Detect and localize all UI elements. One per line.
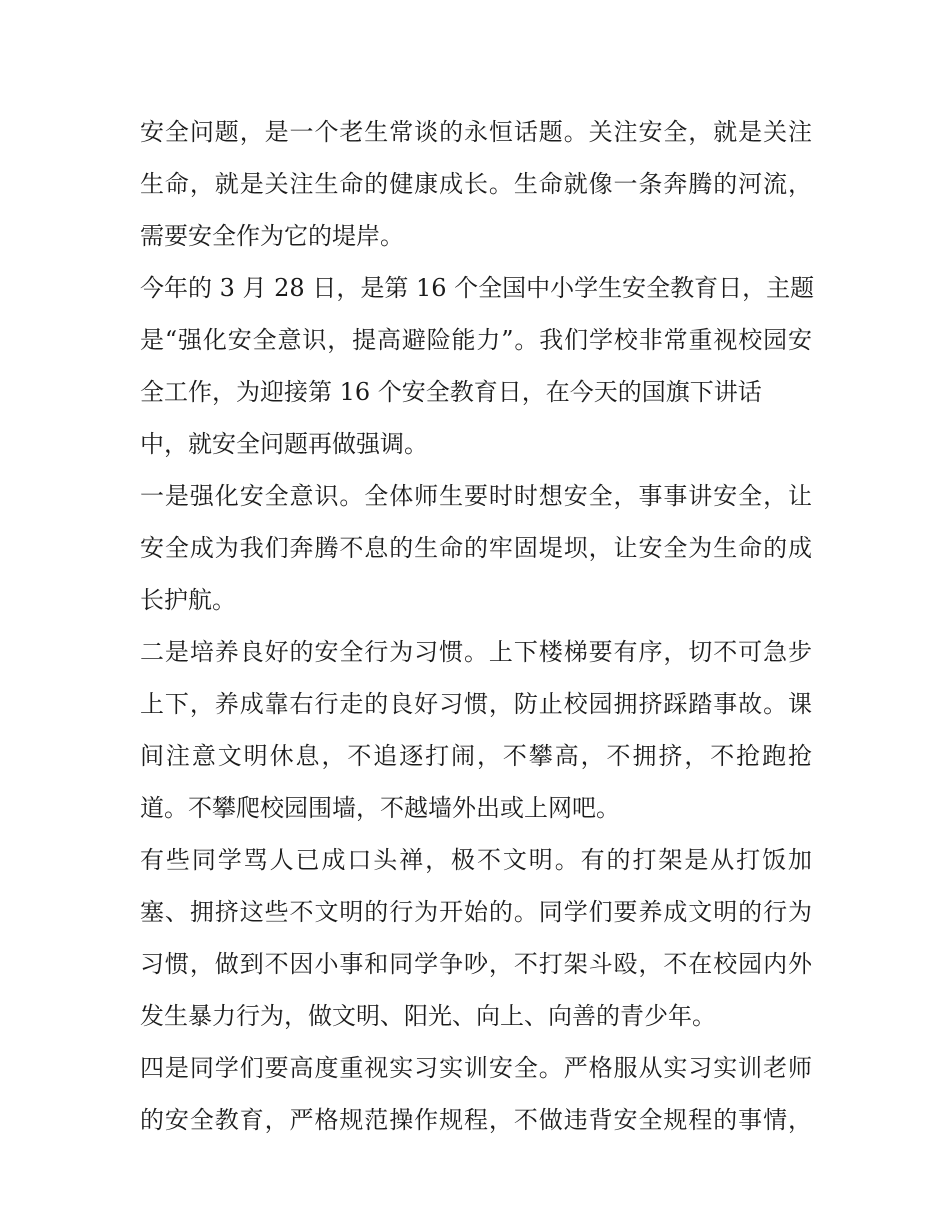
text-line: 需要安全作为它的堤岸。	[140, 222, 404, 250]
text-line: 今年的 3 月 28 日，是第 16 个全国中小学生安全教育日，主题	[140, 274, 815, 302]
text-line: 安全问题，是一个老生常谈的永恒话题。关注安全，就是关注	[140, 118, 812, 146]
text-line: 习惯，做到不因小事和同学争吵，不打架斗殴，不在校园内外	[140, 950, 812, 978]
paragraph-point-four	[140, 1042, 812, 1146]
document-body	[140, 106, 815, 1146]
text-line: 道。不攀爬校园围墙，不越墙外出或上网吧。	[140, 794, 620, 822]
paragraph-point-one	[140, 470, 812, 626]
text-line: 上下，养成靠右行走的良好习惯，防止校园拥挤踩踏事故。课	[140, 690, 812, 718]
text-line: 长护航。	[140, 586, 236, 614]
text-line: 一是强化安全意识。全体师生要时时想安全，事事讲安全，让	[140, 482, 812, 510]
paragraph-point-two	[140, 626, 812, 834]
text-line: 全工作，为迎接第 16 个安全教育日，在今天的国旗下讲话	[140, 378, 762, 406]
text-line: 中，就安全问题再做强调。	[140, 430, 428, 458]
text-line: 塞、拥挤这些不文明的行为开始的。同学们要养成文明的行为	[140, 898, 812, 926]
text-line: 安全成为我们奔腾不息的生命的牢固堤坝，让安全为生命的成	[140, 534, 812, 562]
text-line: 的安全教育，严格规范操作规程，不做违背安全规程的事情，	[140, 1106, 812, 1134]
paragraph-safety-day	[140, 262, 815, 470]
text-line: 发生暴力行为，做文明、阳光、向上、向善的青少年。	[140, 1002, 716, 1030]
paragraph-intro	[140, 106, 812, 262]
paragraph-point-three	[140, 834, 812, 1042]
text-line: 生命，就是关注生命的健康成长。生命就像一条奔腾的河流，	[140, 170, 812, 198]
text-line: 有些同学骂人已成口头禅，极不文明。有的打架是从打饭加	[140, 846, 812, 874]
text-line: 间注意文明休息，不追逐打闹，不攀高，不拥挤，不抢跑抢	[140, 742, 812, 770]
text-line: 二是培养良好的安全行为习惯。上下楼梯要有序，切不可急步	[140, 638, 812, 666]
text-line: 是“强化安全意识，提高避险能力”。我们学校非常重视校园安	[140, 326, 812, 354]
text-line: 四是同学们要高度重视实习实训安全。严格服从实习实训老师	[140, 1054, 812, 1082]
